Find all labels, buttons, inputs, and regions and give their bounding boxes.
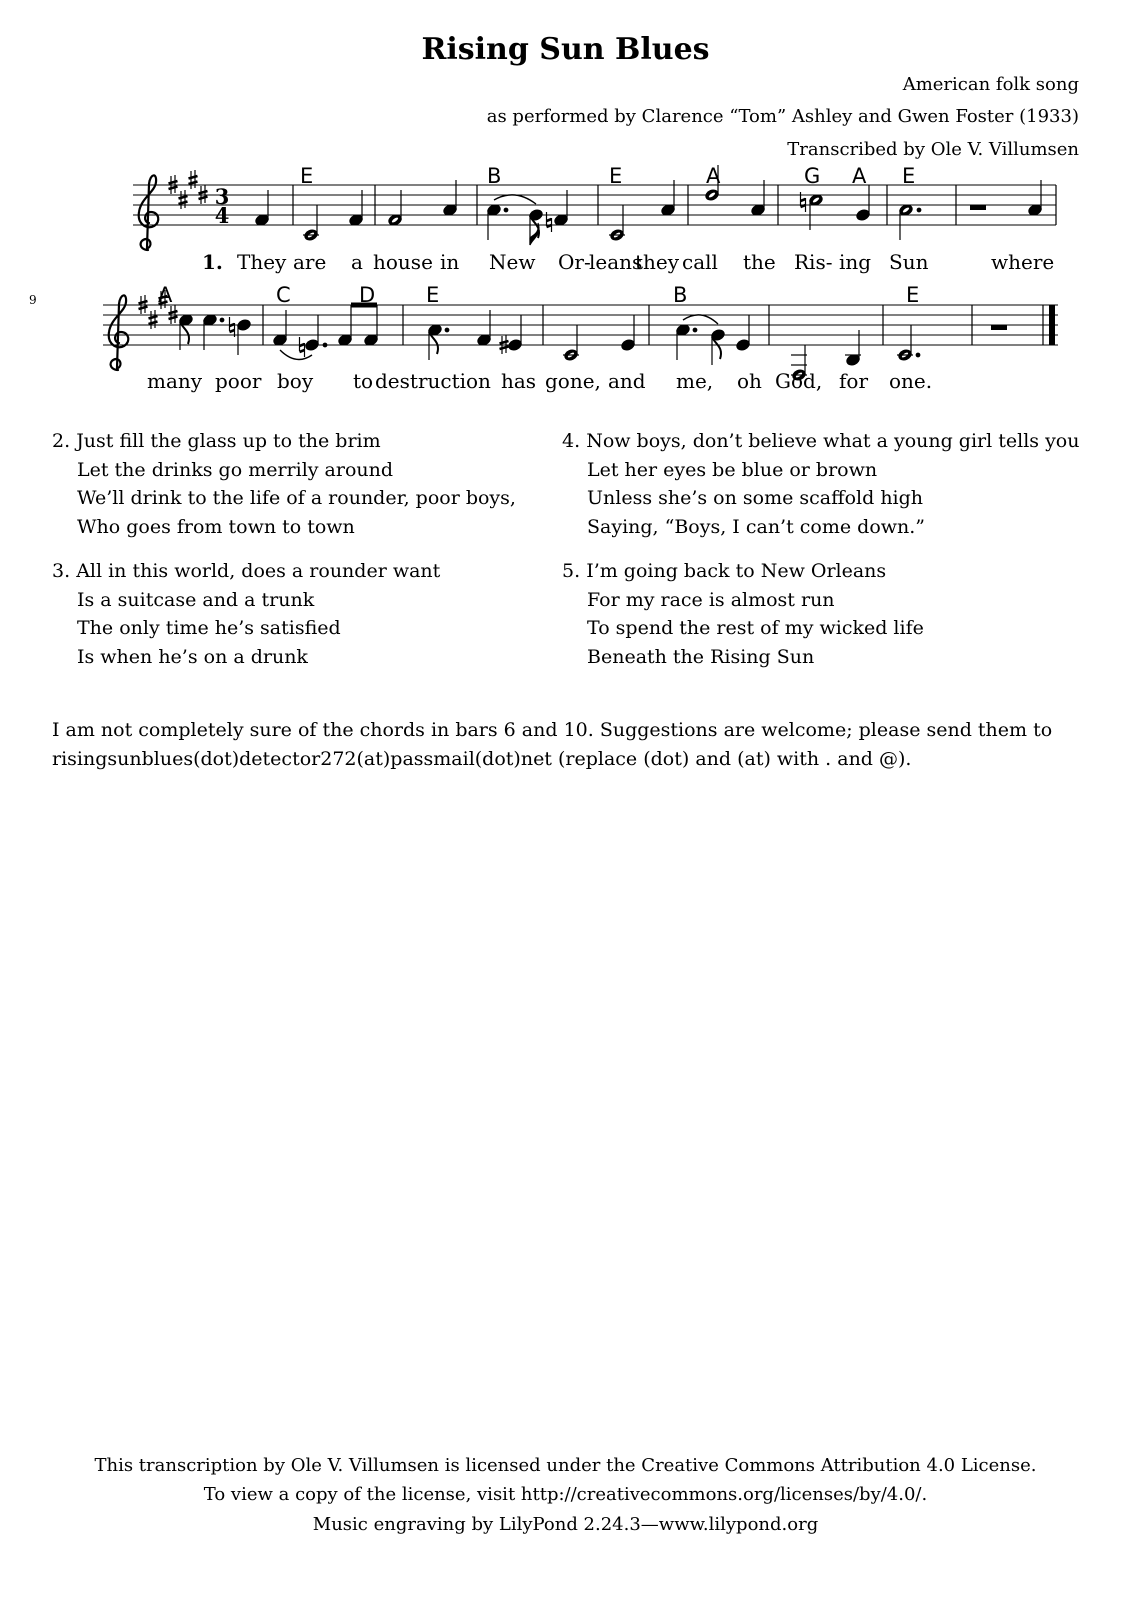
chord-symbol: D — [359, 283, 376, 307]
verse-line: Who goes from town to town — [77, 515, 355, 538]
time-signature-bottom: 4 — [214, 203, 230, 228]
time-signature-top: 3 — [214, 184, 230, 209]
subtitle-transcriber: Transcribed by Ole V. Villumsen — [787, 139, 1079, 160]
verse-line: 4. Now boys, don’t believe what a young girl tells you — [562, 430, 1080, 452]
lyric-syllable: Ris- — [794, 250, 833, 274]
verse-line: Saying, “Boys, I can’t come down.” — [587, 515, 926, 538]
staff-system-1 — [133, 165, 1056, 250]
treble-clef-icon — [139, 175, 159, 250]
engraving-credit: Music engraving by LilyPond 2.24.3—www.lilypond.org — [312, 1514, 819, 1535]
lyric-syllable: God, — [775, 369, 823, 393]
key-signature-sharps-icon — [169, 170, 208, 209]
chord-symbol: E — [906, 283, 920, 307]
lyric-syllable: leans — [589, 250, 643, 274]
chord-symbol: B — [487, 164, 502, 188]
lyric-syllable: where — [991, 250, 1055, 274]
verse-number: 1. — [202, 250, 223, 274]
verse-number: 4. — [562, 430, 581, 452]
verse-line: Is a suitcase and a trunk — [77, 588, 315, 611]
chord-note — [52, 716, 1092, 774]
lyric-syllable: house — [373, 250, 433, 274]
verse-4 — [562, 427, 1079, 541]
verse-3 — [52, 557, 440, 671]
lyric-syllable: oh — [737, 369, 762, 393]
verse-number: 3. — [52, 560, 71, 582]
chord-symbol: A — [852, 164, 867, 188]
lyric-syllable: are — [293, 250, 327, 274]
chord-symbol: B — [673, 283, 688, 307]
chord-symbol: E — [426, 283, 440, 307]
subtitle-origin: American folk song — [902, 74, 1079, 95]
lyric-syllable: for — [839, 369, 869, 393]
lyric-syllable: Sun — [889, 250, 929, 274]
lyric-syllable: many — [147, 369, 203, 393]
note-line: I am not completely sure of the chords in bars 6 and 10. Suggestions are welcome; please send them to — [52, 719, 1053, 741]
chord-symbol: E — [609, 164, 623, 188]
verse-line: Let the drinks go merrily around — [77, 458, 394, 481]
chord-symbol: E — [902, 164, 916, 188]
license-line: This transcription by Ole V. Villumsen is licensed under the Creative Commons Attribution 4.0 License. — [94, 1455, 1037, 1476]
staff-system-2 — [29, 290, 1058, 382]
lyric-syllable: one. — [889, 369, 933, 393]
lyric-syllable: They — [237, 250, 287, 274]
verse-line: 5. I’m going back to New Orleans — [562, 560, 887, 582]
lyric-syllable: they — [635, 250, 680, 274]
lyric-syllable: destruction — [375, 369, 491, 393]
license-url-line: To view a copy of the license, visit http://creativecommons.org/licenses/by/4.0/. — [203, 1484, 928, 1505]
lyric-syllable: ing — [839, 250, 872, 274]
lyric-syllable: me, — [676, 369, 714, 393]
chord-symbol: G — [804, 164, 821, 188]
lyric-syllable: has — [501, 369, 537, 393]
lyric-syllable: a — [351, 250, 363, 274]
verse-line: For my race is almost run — [587, 588, 835, 611]
measure-number: 9 — [29, 293, 37, 307]
sheet-music — [0, 0, 1131, 420]
lyric-syllable: call — [682, 250, 718, 274]
lyric-syllable: poor — [215, 369, 262, 393]
song-title: Rising Sun Blues — [421, 32, 710, 67]
lyric-syllable: Or- — [558, 250, 591, 274]
verse-number: 2. — [52, 430, 71, 452]
verse-line: We’ll drink to the life of a rounder, poor boys, — [77, 487, 516, 509]
verse-number: 5. — [562, 560, 581, 582]
verse-line: 2. Just fill the glass up to the brim — [52, 430, 381, 452]
verse-line: Beneath the Rising Sun — [587, 645, 815, 668]
lyric-syllable: to — [353, 369, 374, 393]
note-line: risingsunblues(dot)detector272(at)passmail(dot)net (replace (dot) and (at) with . and @). — [52, 748, 912, 770]
lyric-syllable: and — [608, 369, 646, 393]
lyric-syllable: boy — [277, 369, 314, 393]
chord-symbol: A — [706, 164, 721, 188]
verse-line: Unless she’s on some scaffold high — [587, 487, 924, 509]
lyric-syllable: New — [489, 250, 536, 274]
chord-symbol: A — [158, 283, 173, 307]
treble-clef-icon — [109, 295, 129, 370]
verse-5 — [562, 557, 924, 671]
verse-2 — [52, 427, 516, 541]
lyric-syllable: gone, — [545, 369, 601, 393]
lyric-syllable: in — [440, 250, 460, 274]
chord-symbol: E — [300, 164, 314, 188]
verse-line: To spend the rest of my wicked life — [587, 617, 924, 639]
verse-line: The only time he’s satisfied — [77, 617, 341, 639]
subtitle-performers: as performed by Clarence “Tom” Ashley and Gwen Foster (1933) — [486, 106, 1079, 127]
verse-line: 3. All in this world, does a rounder want — [52, 560, 441, 582]
verse-line: Let her eyes be blue or brown — [587, 458, 878, 481]
lyric-syllable: the — [743, 250, 776, 274]
verse-line: Is when he’s on a drunk — [77, 645, 308, 668]
chord-symbol: C — [276, 283, 291, 307]
